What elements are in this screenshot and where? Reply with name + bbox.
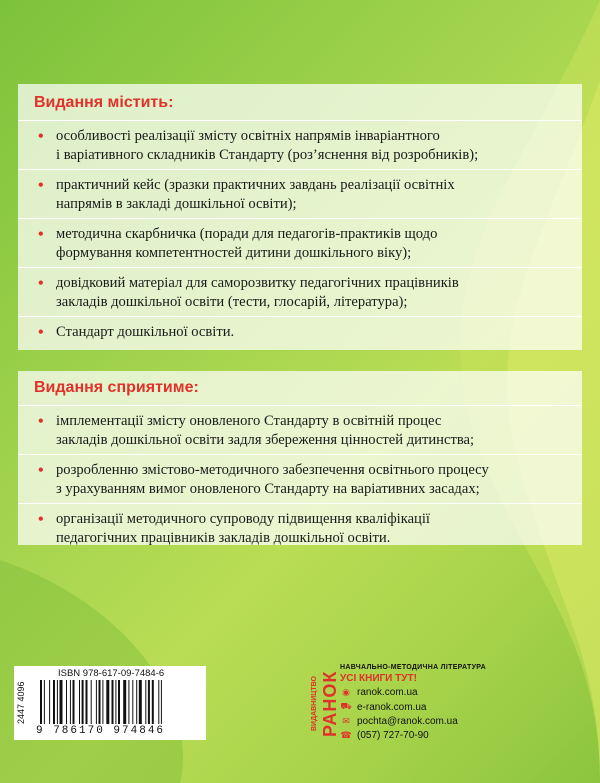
barcode-bar <box>70 680 71 724</box>
barcode-bars <box>38 680 198 726</box>
phone-number: (057) 727-70-90 <box>357 730 429 741</box>
barcode-bar <box>145 680 146 724</box>
barcode-number: 9 786170 974846 <box>36 725 166 737</box>
shop-row <box>340 701 486 713</box>
barcode-bar <box>66 680 67 724</box>
barcode-bar <box>79 680 80 724</box>
barcode-bar <box>106 680 109 724</box>
bullet: • <box>38 324 44 341</box>
contents-title: Видання містить: <box>34 94 174 111</box>
publisher-category: НАВЧАЛЬНО-МЕТОДИЧНА ЛІТЕРАТУРА <box>340 664 486 671</box>
bullet: • <box>38 177 44 194</box>
barcode-bar <box>161 680 162 724</box>
barcode-bar <box>152 680 154 724</box>
barcode-bar <box>123 680 126 724</box>
list-item: • Стандарт дошкільної освіти. <box>38 324 235 341</box>
barcode-bar <box>158 680 159 724</box>
list-item: • практичний кейс (зразки практичних завдань реалізації освітніх напрямів в закладі дошкільної освіти); <box>18 176 582 219</box>
barcode-bar <box>128 680 129 724</box>
barcode-bar <box>132 680 133 724</box>
list-item: • особливості реалізації змісту освітніх напрямів інваріантного і варіативного складників Стандарту (роз’яснення від розробників); <box>18 127 582 170</box>
publisher-info <box>340 664 486 741</box>
barcode-bar <box>112 680 114 724</box>
barcode-bar <box>139 680 142 724</box>
barcode-bar <box>136 680 137 724</box>
divider <box>18 405 582 406</box>
email-link[interactable]: pochta@ranok.com.ua <box>357 716 458 727</box>
shop-link[interactable]: e-ranok.com.ua <box>357 701 427 713</box>
website-link[interactable]: ranok.com.ua <box>357 687 418 698</box>
globe-icon: ◉ <box>342 687 350 697</box>
publisher-logo-small: ВИДАВНИЦТВО <box>311 676 318 732</box>
publisher-logo-name: РАНОК <box>320 670 340 738</box>
email-row <box>340 716 486 727</box>
barcode-bar <box>73 680 75 724</box>
barcode-bar <box>91 680 92 724</box>
bullet: • <box>38 275 44 292</box>
divider <box>18 120 582 121</box>
barcode-bar <box>49 680 50 724</box>
benefits-title: Видання сприятиме: <box>34 379 199 396</box>
benefits-panel <box>18 371 582 545</box>
bullet: • <box>38 413 44 430</box>
barcode-bar <box>44 680 45 724</box>
barcode-bar <box>118 680 120 724</box>
barcode-bar <box>102 680 103 724</box>
barcode-bar <box>148 680 150 724</box>
barcode-bar <box>86 680 88 724</box>
cart-icon: ⛟ <box>340 701 352 711</box>
isbn-label: ISBN 978-617-09-7484-6 <box>58 668 165 679</box>
contents-panel <box>18 84 582 350</box>
barcode-bar <box>60 680 63 724</box>
bullet: • <box>38 226 44 243</box>
barcode-bar <box>96 680 97 724</box>
barcode-bar <box>53 680 55 724</box>
barcode-bar <box>57 680 58 724</box>
barcode-bar <box>82 680 84 724</box>
phone-icon: ☎ <box>340 730 352 740</box>
barcode-bar <box>40 680 42 724</box>
list-item: • довідковий матеріал для саморозвитку педагогічних працівників закладів дошкільної освіти (тести, глосарій, література); <box>18 274 582 317</box>
barcode-bar <box>99 680 101 724</box>
list-item: • розробленню змістово-методичного забезпечення освітнього процесу з урахуванням вимог оновленого Стандарту на варіативних засадах; <box>18 461 582 504</box>
list-item: • імплементації змісту оновленого Стандарту в освітній процес закладів дошкільної освіти задля збереження цінностей дитинства; <box>18 412 582 455</box>
bullet: • <box>38 462 44 479</box>
website-row <box>340 687 486 698</box>
benefits-list <box>34 412 566 552</box>
bullet: • <box>38 128 44 145</box>
phone-row <box>340 730 486 741</box>
barcode <box>14 666 206 740</box>
mail-icon: ✉ <box>342 716 350 726</box>
publisher-logo <box>311 662 340 746</box>
barcode-vertical-code: 2447 4096 <box>16 681 26 725</box>
list-item: • методична скарбничка (поради для педагогів-практиків щодо формування компетентностей дитини дошкільного віку); <box>18 225 582 268</box>
bullet: • <box>38 511 44 528</box>
publisher-slogan: УСІ КНИГИ ТУТ! <box>340 673 417 684</box>
contents-list <box>34 127 566 346</box>
list-item: • організації методичного супроводу підвищення кваліфікації педагогічних працівників закладів дошкільної освіти. <box>38 511 430 546</box>
barcode-bar <box>115 680 116 724</box>
